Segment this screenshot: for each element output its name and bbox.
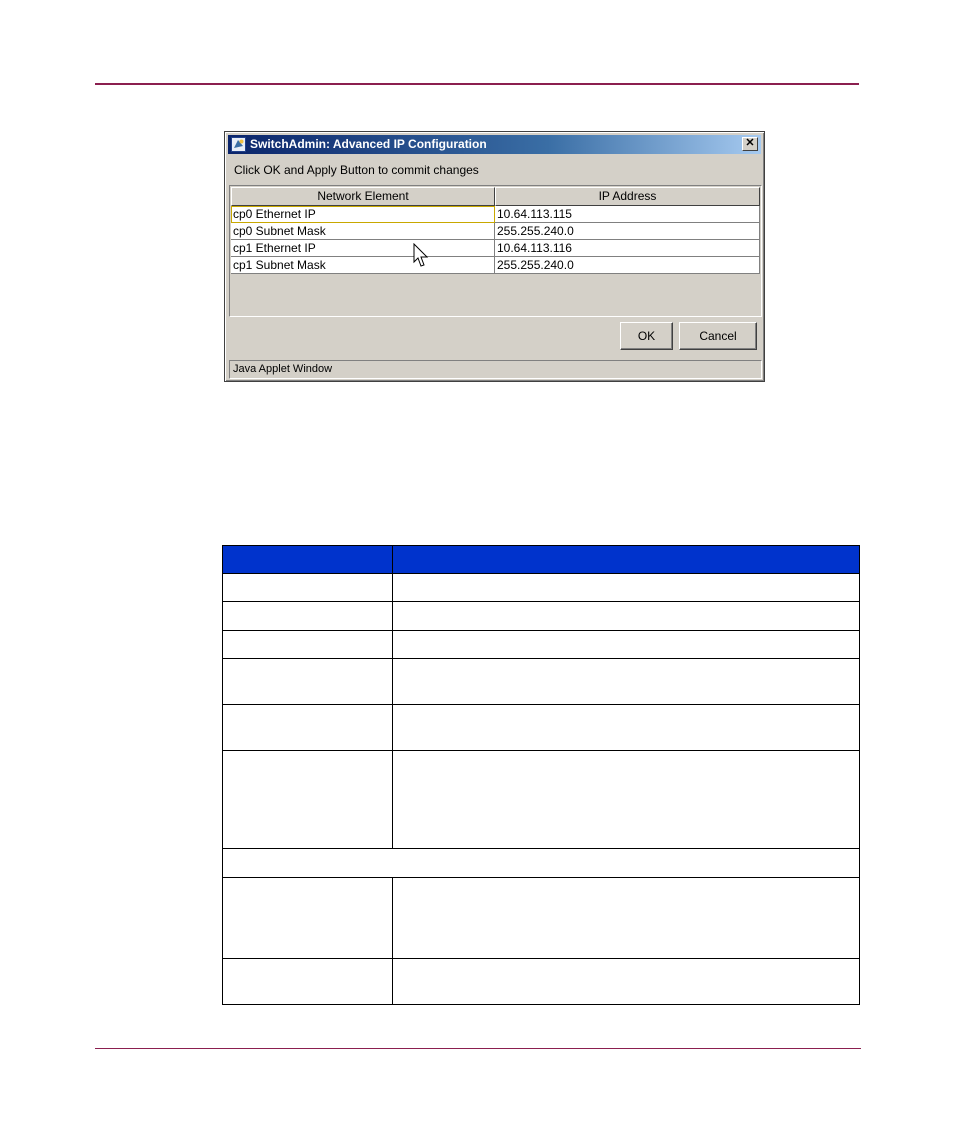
cell: [393, 631, 860, 659]
cell: [393, 878, 860, 959]
close-button[interactable]: [742, 137, 758, 151]
cell: [393, 574, 860, 602]
element-cell[interactable]: cp1 Subnet Mask: [231, 257, 495, 274]
cell: [223, 631, 393, 659]
column-header-network-element[interactable]: Network Element: [231, 187, 495, 206]
header-cell: [223, 546, 393, 574]
ip-cell[interactable]: 255.255.240.0: [495, 257, 760, 274]
footer-rule: [95, 1048, 861, 1049]
table-row: [223, 878, 860, 959]
cell: [223, 602, 393, 631]
ip-config-table: [229, 185, 762, 317]
table-header: [231, 187, 760, 206]
java-applet-icon: [231, 137, 246, 152]
table-row: [223, 659, 860, 705]
ip-cell[interactable]: 10.64.113.115: [495, 206, 760, 223]
element-cell[interactable]: cp0 Ethernet IP: [231, 206, 495, 223]
instruction-text: Click OK and Apply Button to commit changes: [234, 163, 479, 177]
dialog-title: SwitchAdmin: Advanced IP Configuration: [250, 137, 487, 151]
cancel-button[interactable]: Cancel: [679, 322, 757, 350]
table-row: [223, 959, 860, 1005]
header-cell: [393, 546, 860, 574]
column-header-ip-address[interactable]: IP Address: [495, 187, 760, 206]
table-row: [223, 751, 860, 849]
element-cell[interactable]: cp0 Subnet Mask: [231, 223, 495, 240]
table-row[interactable]: [231, 257, 760, 274]
table-row: [223, 631, 860, 659]
table-row: [223, 705, 860, 751]
close-icon: ✕: [745, 137, 755, 149]
dialog-titlebar[interactable]: [228, 135, 761, 154]
cell: [223, 751, 393, 849]
cell: [223, 849, 860, 878]
table-row: [223, 602, 860, 631]
header-rule: [95, 83, 859, 85]
cell: [223, 659, 393, 705]
cell: [223, 878, 393, 959]
cell: [223, 959, 393, 1005]
document-table: [222, 545, 860, 1005]
table-row[interactable]: [231, 206, 760, 223]
ip-cell[interactable]: 255.255.240.0: [495, 223, 760, 240]
mouse-pointer-icon: [413, 243, 429, 269]
ok-button[interactable]: OK: [620, 322, 673, 350]
table-row[interactable]: [231, 223, 760, 240]
table-row: [223, 574, 860, 602]
cell: [393, 659, 860, 705]
table-header-row: [223, 546, 860, 574]
cell: [223, 574, 393, 602]
cell: [393, 751, 860, 849]
cell: [223, 705, 393, 751]
table-row[interactable]: [231, 240, 760, 257]
table-section-row: [223, 849, 860, 878]
cell: [393, 705, 860, 751]
advanced-ip-config-dialog: [224, 131, 765, 382]
cell: [393, 602, 860, 631]
ip-cell[interactable]: 10.64.113.116: [495, 240, 760, 257]
cell: [393, 959, 860, 1005]
element-cell[interactable]: cp1 Ethernet IP: [231, 240, 495, 257]
status-bar: Java Applet Window: [229, 360, 762, 379]
